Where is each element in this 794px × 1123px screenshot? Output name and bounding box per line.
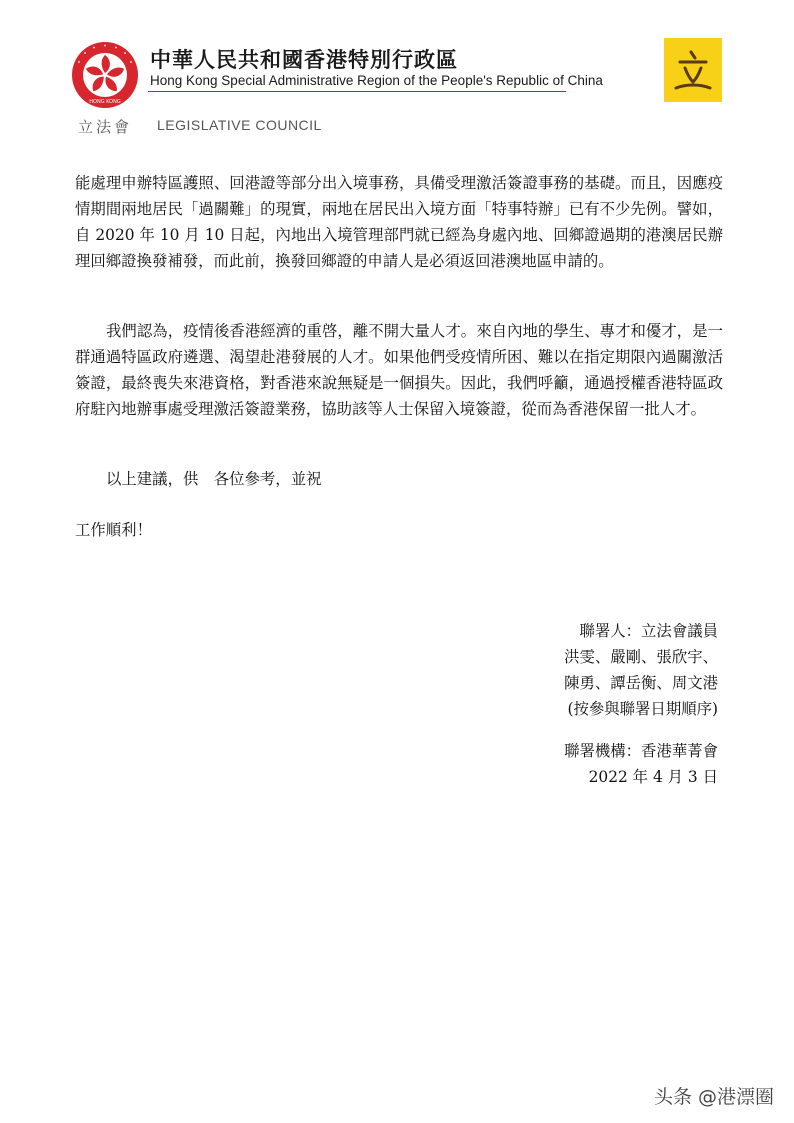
signatories-line-2: 陳勇、譚岳衡、周文港 [564,674,718,692]
signatories-line-1: 洪雯、嚴剛、張欣宇、 [564,648,718,666]
signatories-list [564,644,718,722]
body-paragraph-1: 能處理申辦特區護照、回港證等部分出入境事務，具備受理激活簽證事務的基礎。而且，因應疫情期間兩地居民「過關難」的現實，兩地在居民出入境方面「特事特辦」已有不少先例。譬如，自 2020 年 10 月 10 日起，內地出入境管理部門就已經為身處內地、回鄉證過期的港澳居民辦理回鄉證換發補發，而此前，換發回鄉證的申請人是必須返回港澳地區申請的。 [75,174,723,270]
government-name-english: Hong Kong Special Administrative Region of the People's Republic of China [150,73,603,88]
government-name-chinese: 中華人民共和國香港特別行政區 [150,48,458,72]
council-name-chinese: 立法會 [78,118,133,136]
hksar-emblem [70,40,140,110]
signatories-order-note: (按參與聯署日期順序) [567,700,718,718]
emblem-text: HONG KONG [89,99,121,105]
wish-line: 工作順利！ [75,521,152,539]
letter-date: 2022 年 4 月 3 日 [588,768,718,786]
header-divider [148,91,566,92]
co-signing-organization: 聯署機構：香港華菁會 [564,742,718,760]
council-name-english: LEGISLATIVE COUNCIL [157,117,322,133]
closing-line: 以上建議，供 各位參考，並祝 [106,470,322,488]
body-paragraph-2: 我們認為，疫情後香港經濟的重啓，離不開大量人才。來自內地的學生、專才和優才，是一群通過特區政府遴選、渴望赴港發展的人才。如果他們受疫情所困、難以在指定期限內過關激活簽證，最終喪失來港資格，對香港來說無疑是一個損失。因此，我們呼籲，通過授權香港特區政府駐內地辦事處受理激活簽證業務，協助該等人士保留入境簽證，從而為香港保留一批人才。 [75,322,723,418]
legco-logo [664,38,722,102]
source-watermark: 头条 @港漂圈 [653,1086,774,1108]
signatories-label: 聯署人：立法會議員 [579,622,718,640]
